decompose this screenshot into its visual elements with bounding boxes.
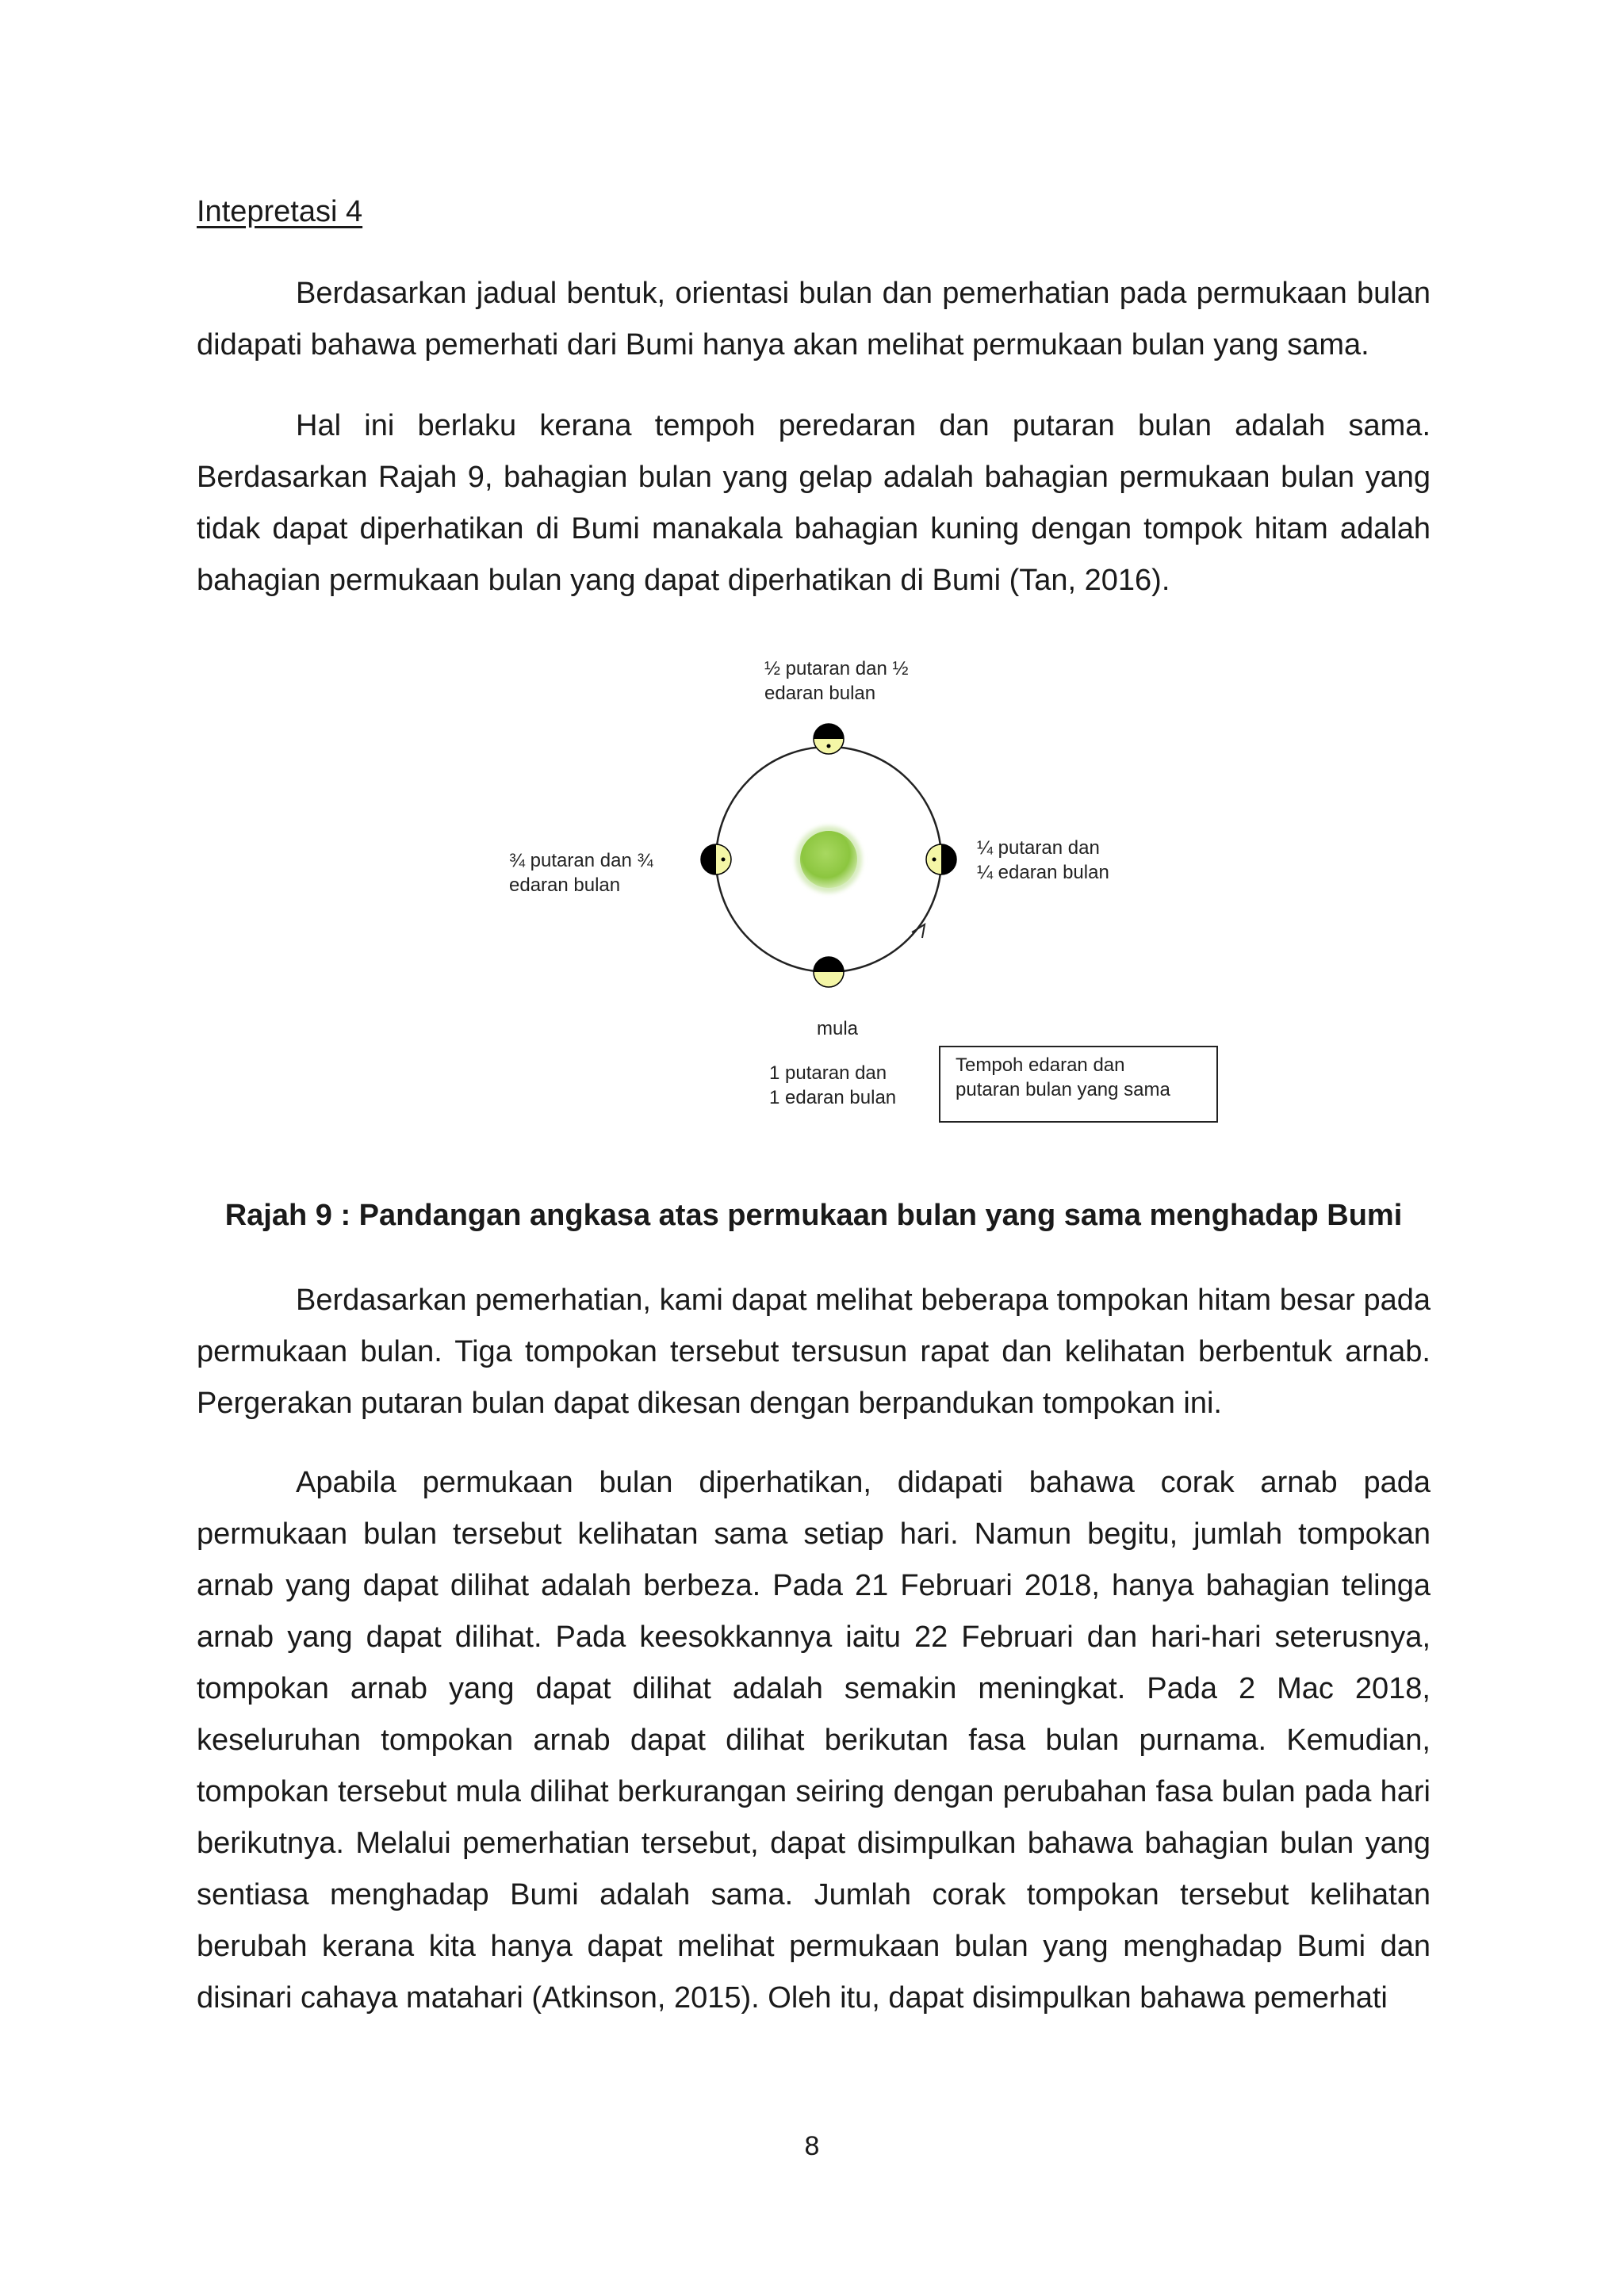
paragraph-1: Berdasarkan jadual bentuk, orientasi bulan dan pemerhatian pada permukaan bulan didapati bahawa pemerhati dari Bumi hanya akan melihat permukaan bulan yang sama.	[197, 277, 1431, 362]
paragraph-3: Berdasarkan pemerhatian, kami dapat melihat beberapa tompokan hitam besar pada permukaan bulan. Tiga tompokan tersebut tersusun rapat dan kelihatan berbentuk arnab. Pergerakan putaran bulan dapat dikesan dengan berpandukan tompokan ini.	[197, 1284, 1431, 1420]
figure-caption: Rajah 9 : Pandangan angkasa atas permukaan bulan yang sama menghadap Bumi	[224, 1199, 1403, 1232]
moon-top	[814, 724, 844, 754]
label-half-orbit-line1: ½ putaran dan ½	[764, 658, 909, 679]
moon-bottom	[814, 957, 844, 987]
label-full-orbit-line1: 1 putaran dan	[769, 1062, 887, 1084]
section-heading: Intepretasi 4	[197, 195, 363, 228]
moon-orbit-diagram	[492, 650, 1237, 1142]
moon-left	[701, 844, 731, 874]
label-full-orbit-line2: 1 edaran bulan	[769, 1087, 897, 1108]
summary-box-text	[956, 1053, 1170, 1102]
label-start: mula	[817, 1018, 859, 1039]
label-half-orbit-line2: edaran bulan	[764, 683, 876, 704]
summary-box-line2: putaran bulan yang sama	[956, 1079, 1170, 1100]
label-three-quarter-orbit-line2: edaran bulan	[509, 874, 621, 896]
moon-right	[926, 844, 956, 874]
earth	[800, 831, 857, 888]
label-quarter-orbit	[977, 836, 1109, 885]
label-three-quarter-orbit-line1: ¾ putaran dan ¾	[509, 850, 653, 871]
label-quarter-orbit-line1: ¼ putaran dan	[977, 837, 1100, 859]
summary-box-line1: Tempoh edaran dan	[956, 1054, 1125, 1076]
label-half-orbit	[764, 656, 908, 706]
label-three-quarter-orbit	[509, 848, 653, 897]
paragraph-4: Apabila permukaan bulan diperhatikan, didapati bahawa corak arnab pada permukaan bulan tersebut kelihatan sama setiap hari. Namun begitu, jumlah tompokan arnab yang dapat dilihat adalah berbeza. Pada 21 Februari 2018, hanya bahagian telinga arnab yang dapat dilihat. Pada keesokkannya iaitu 22 Februari dan hari-hari seterusnya, tompokan arnab yang dapat dilihat adalah semakin meningkat. Pada 2 Mac 2018, keseluruhan tompokan arnab dapat dilihat berikutan fasa bulan purnama. Kemudian, tompokan tersebut mula dilihat berkurangan seiring dengan perubahan fasa bulan pada hari berikutnya. Melalui pemerhatian tersebut, dapat disimpulkan bahawa bahagian bulan yang sentiasa menghadap Bumi adalah sama. Jumlah corak tompokan tersebut kelihatan berubah kerana kita hanya dapat melihat permukaan bulan yang menghadap Bumi dan disinari cahaya matahari (Atkinson, 2015). Oleh itu, dapat disimpulkan bahawa pemerhati	[197, 1466, 1431, 2015]
label-quarter-orbit-line2: ¼ edaran bulan	[977, 862, 1109, 883]
page-number: 8	[804, 2131, 820, 2161]
label-full-orbit	[769, 1061, 896, 1110]
paragraph-2: Hal ini berlaku kerana tempoh peredaran dan putaran bulan adalah sama. Berdasarkan Rajah 9, bahagian bulan yang gelap adalah bahagian permukaan bulan yang tidak dapat diperhatikan di Bumi manakala bahagian kuning dengan tompok hitam adalah bahagian permukaan bulan yang dapat diperhatikan di Bumi (Tan, 2016).	[197, 409, 1431, 597]
